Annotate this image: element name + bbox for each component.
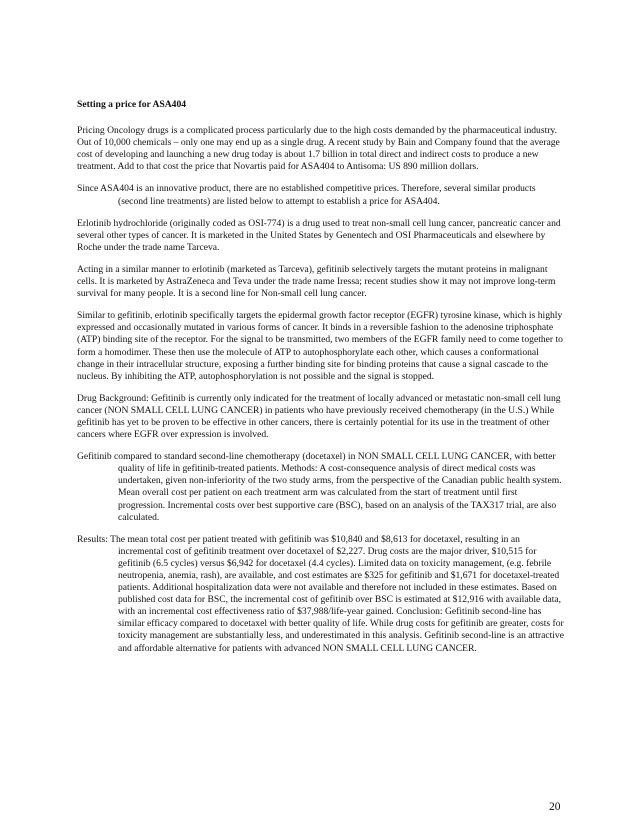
paragraph-egfr-mechanism: Similar to gefitinib, erlotinib specifically targets the epidermal growth factor receptor (EGFR) tyrosine kinase, which is highly expressed and occasionally mutated in various forms of cancer. It binds in a reversible fashion to the adenosine triphosphate (ATP) binding site of the receptor. For the signal to be transmitted, two members of the EGFR family need to come together to form a homodimer. These then use the molecule of ATP to autophosphorylate each other, which causes a conformational change in their intracellular structure, exposing a further binding site for binding proteins that cause a signal cascade to the nucleus. By inhibiting the ATP, autophosphorylation is not possible and the signal is stopped. [77, 310, 563, 382]
paragraph-gefitinib: Acting in a similar manner to erlotinib (marketed as Tarceva), gefitinib selectively targets the mutant proteins in malignant cells. It is marketed by AstraZeneca and Teva under the trade name Iressa; recent studies show it may not improve long-term survival for many people. It is a second line for Non-small cell lung cancer. [77, 263, 556, 300]
section-heading: Setting a price for ASA404 [77, 99, 187, 110]
paragraph-erlotinib: Erlotinib hydrochloride (originally coded as OSI-774) is a drug used to treat non-small cell lung cancer, pancreatic cancer and several other types of cancer. It is marketed in the United States by Genentech and OSI Pharmaceuticals and elsewhere by Roche under the trade name Tarceva. [77, 217, 561, 253]
page-number: 20 [549, 801, 561, 813]
page-body [77, 99, 565, 665]
paragraph-results: Results: The mean total cost per patient treated with gefitinib was $10,840 and $8,613 for docetaxel, resulting in an incremental cost of gefitinib treatment over docetaxel of $2,227. Drug costs are the major driver, $10,515 for gefitinib (6.5 cycles) versus $6,942 for docetaxel (4.4 cycles). Limited data on toxicity management, (e.g. febrile neutropenia, anemia, rash), are available, and cost estimates are $325 for gefitinib and $1,671 for docetaxel-treated patients. Additional hospitalization data were not available and therefore not included in these estimates. Based on published cost data for BSC, the incremental cost of gefitinib over BSC is estimated at $12,916 with available data, with an incremental cost effectiveness ratio of $37,988/life-year gained. Conclusion: Gefitinib second-line has similar efficacy compared to docetaxel with better quality of life. While drug costs for gefitinib are greater, costs for toxicity management are substantially less, and underestimated in this analysis. Gefitinib second-line is an attractive and affordable alternative for patients with advanced NON SMALL CELL LUNG CANCER. [77, 533, 564, 654]
paragraph-drug-background: Drug Background: Gefitinib is currently only indicated for the treatment of locally advanced or metastatic non-small cell lung cancer (NON SMALL CELL LUNG CANCER) in patients who have previously received chemotherapy (in the U.S.) While gefitinib has yet to be proven to be effective in other cancers, there is certainly potential for its use in the treatment of other cancers where EGFR over expression is involved. [77, 392, 561, 441]
paragraph-methods: Gefitinib compared to standard second-line chemotherapy (docetaxel) in NON SMALL CELL LUNG CANCER, with better quality of life in gefitinib-treated patients. Methods: A cost-consequence analysis of direct medical costs was undertaken, given non-inferiority of the two study arms, from the perspective of the Canadian public health system. Mean overall cost per patient on each treatment arm was calculated from the start of treatment until first progression. Incremental costs over best supportive care (BSC), based on an analysis of the TAX317 trial, are also calculated. [77, 451, 562, 523]
paragraph-pricing-overview: Pricing Oncology drugs is a complicated process particularly due to the high costs demanded by the pharmaceutical industry. Out of 10,000 chemicals – only one may end up as a single drug. A recent study by Bain and Company found that the average cost of developing and launching a new drug today is about 1.7 billion in total direct and indirect costs to produce a new treatment. Add to that cost the price that Novartis paid for ASA404 to Antisoma: US 890 million dollars. [77, 125, 560, 173]
paragraph-competitive-prices: Since ASA404 is an innovative product, there are no established competitive prices. Therefore, several similar products (second line treatments) are listed below to attempt to establish a price for ASA404. [77, 183, 536, 207]
